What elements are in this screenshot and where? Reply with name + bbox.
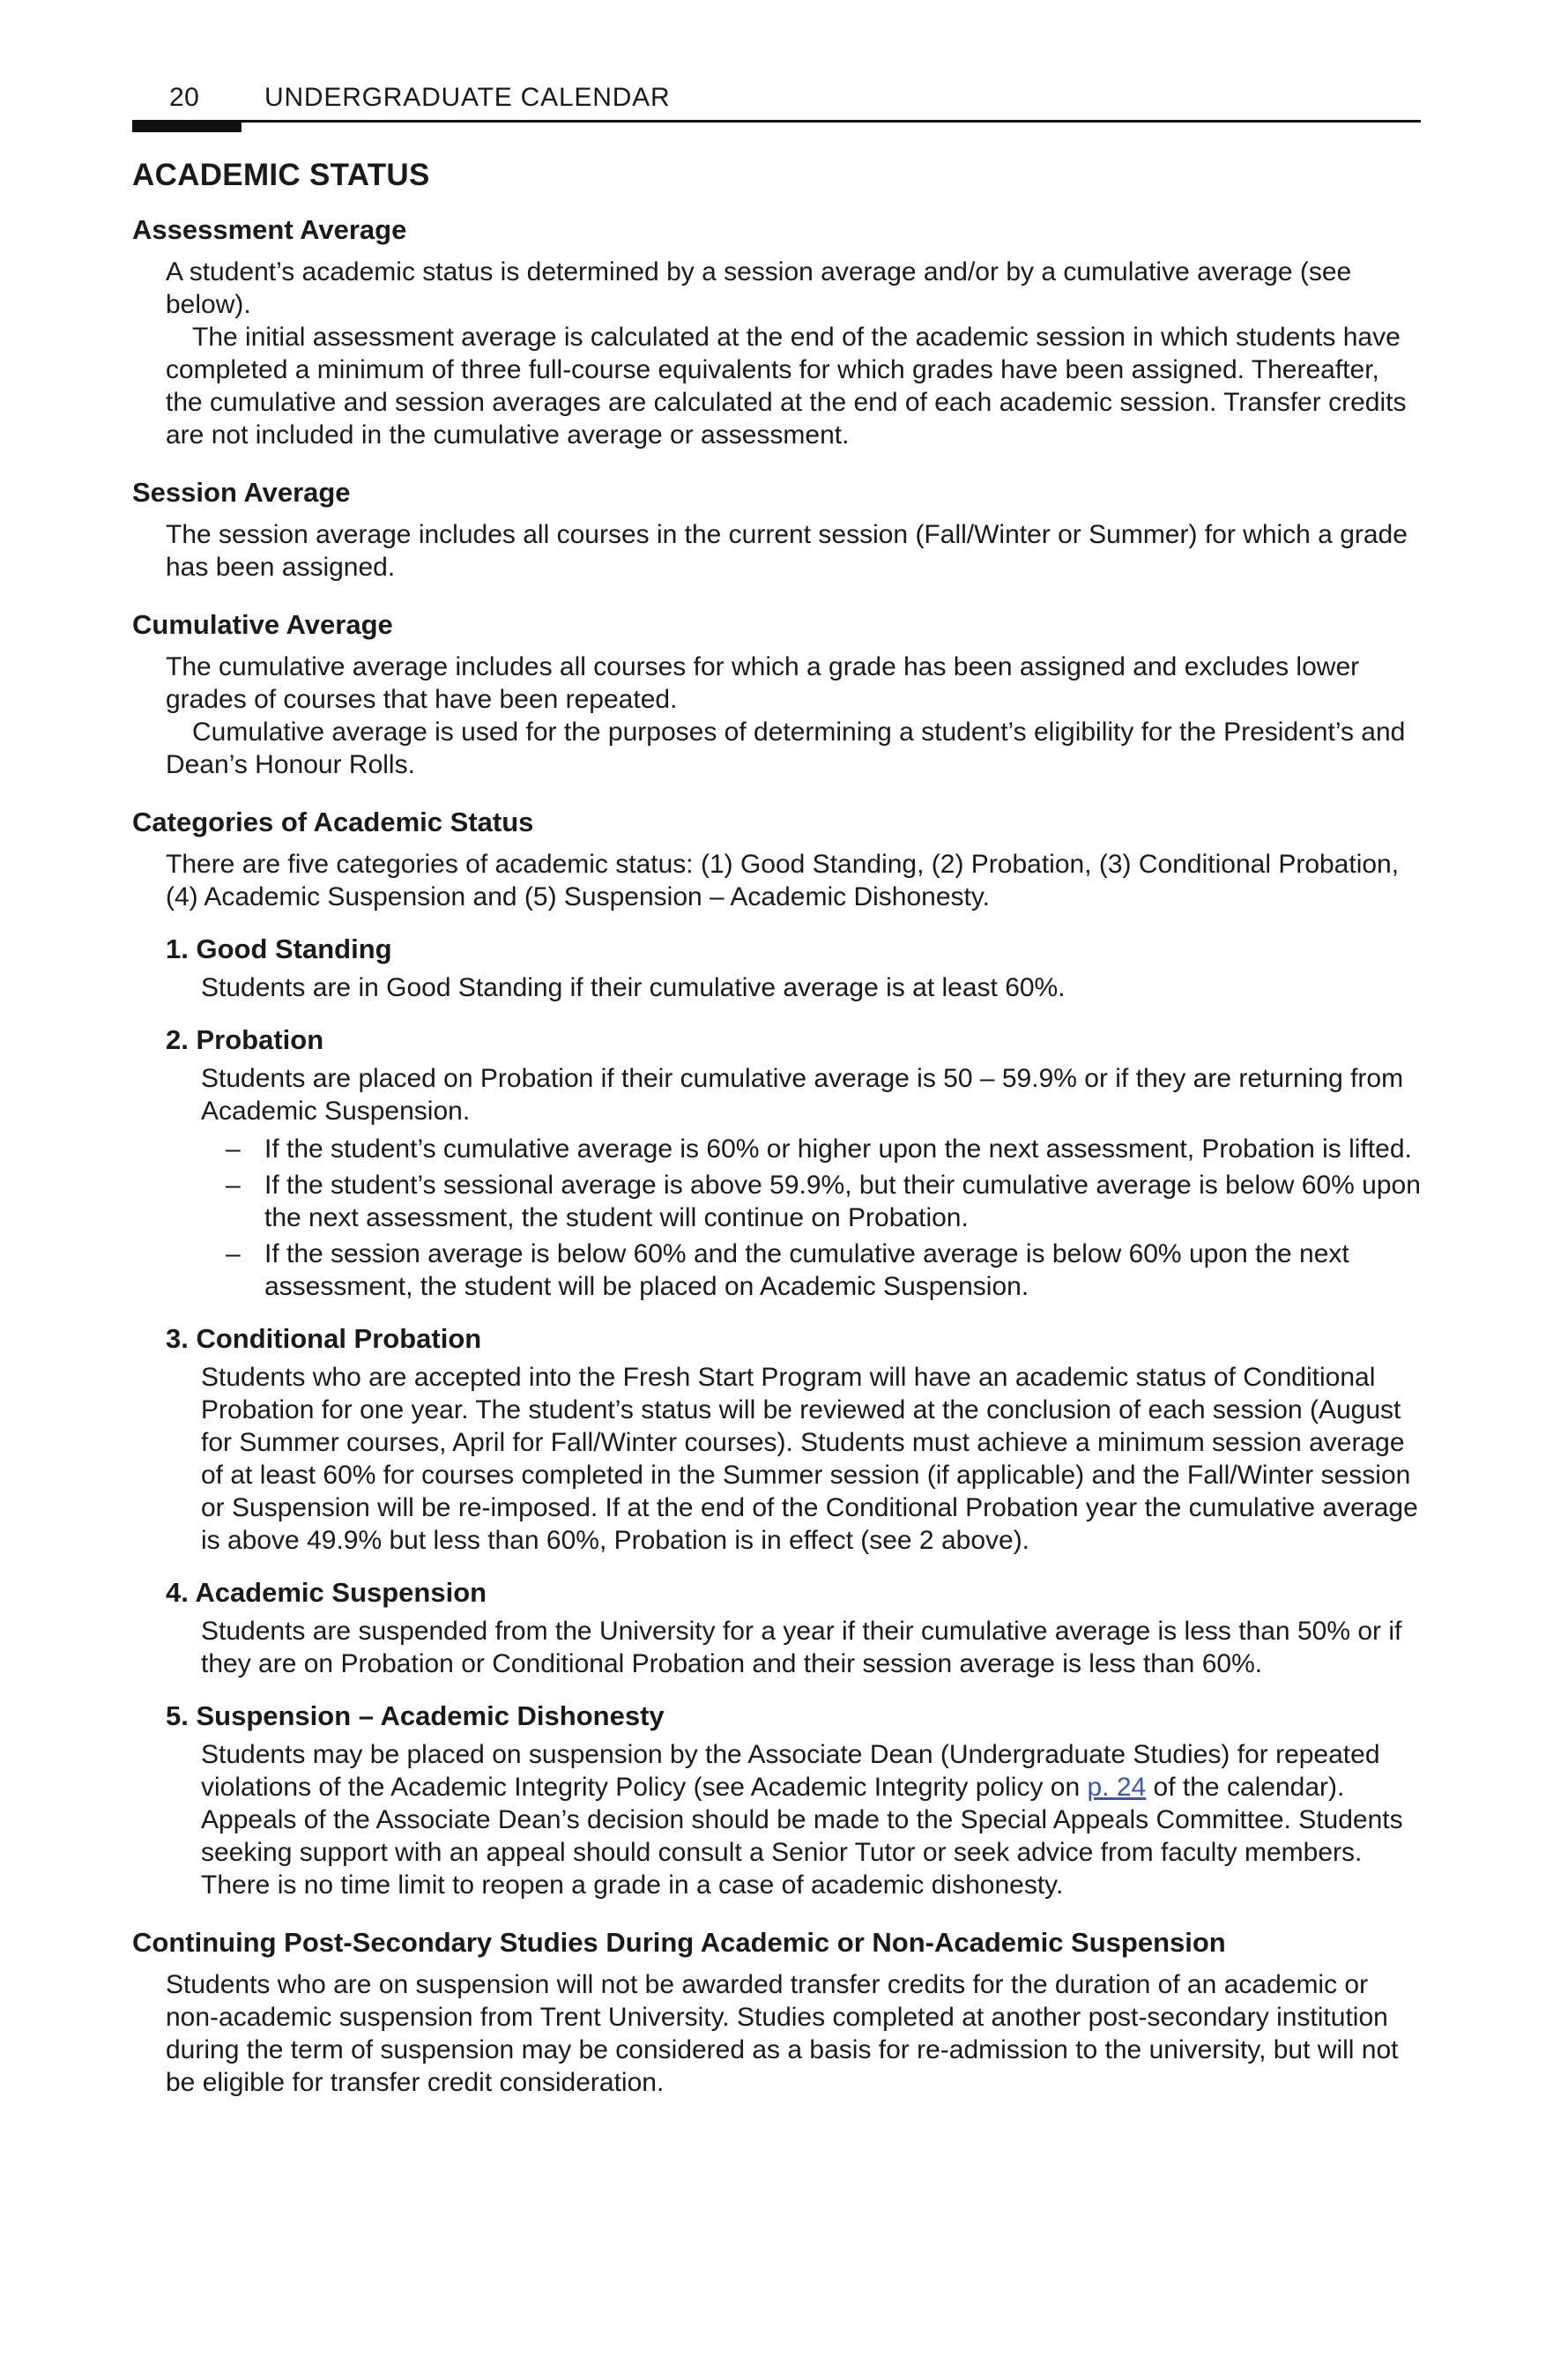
categories-section xyxy=(132,806,1421,1901)
cumulative-paragraph-1: The cumulative average includes all courses for which a grade has been assigned and excludes lower grades of courses that have been repeated. xyxy=(166,652,1360,714)
probation-category xyxy=(166,1023,1421,1303)
conditional-probation-heading: 3. Conditional Probation xyxy=(166,1323,482,1354)
probation-condition-text: If the student’s cumulative average is 60% or higher upon the next assessment, Probation is lifted. xyxy=(264,1134,1412,1164)
header-rule-block xyxy=(132,120,241,132)
good-standing-body: Students are in Good Standing if their cumulative average is at least 60%. xyxy=(201,973,1066,1002)
academic-dishonesty-category xyxy=(166,1699,1421,1901)
page-content xyxy=(132,157,1421,2123)
academic-suspension-heading: 4. Academic Suspension xyxy=(166,1577,487,1608)
good-standing-category xyxy=(166,933,1421,1004)
section-title: ACADEMIC STATUS xyxy=(132,158,430,192)
assessment-paragraph-2: The initial assessment average is calculated at the end of the academic session in which students have completed a minimum of three full-course equivalents for which grades have been assigned. Thereafter, the cumulative and session averages are calculated at the end of each academic session. Transfer credits are not included in the cumulative average or assessment. xyxy=(166,323,1407,450)
conditional-probation-category xyxy=(166,1322,1421,1557)
categories-heading: Categories of Academic Status xyxy=(132,807,534,837)
cumulative-average-heading: Cumulative Average xyxy=(132,609,393,640)
session-average-section xyxy=(132,476,1421,584)
dishonesty-text-after-link: of the calendar). Appeals of the Associate Dean’s decision should be made to the Special Appeals Committee. Students seeking support with an appeal should consult a Senior Tutor or seek advice from faculty members. There is no time limit to reopen a grade in a case of academic dishonesty. xyxy=(201,1773,1403,1900)
probation-condition-text: If the student’s sessional average is above 59.9%, but their cumulative average is below 60% upon the next assessment, the student will continue on Probation. xyxy=(264,1171,1421,1232)
academic-integrity-page-link[interactable]: p. 24 xyxy=(1087,1773,1147,1802)
conditional-probation-body: Students who are accepted into the Fresh Start Program will have an academic status of Conditional Probation for one year. The student’s status will be reviewed at the conclusion of each session (August for Summer courses, April for Fall/Winter courses). Students must achieve a minimum session average of at least 60% for courses completed in the Summer session (if applicable) and the Fall/Winter session or Suspension will be re-imposed. If at the end of the Conditional Probation year the cumulative average is above 49.9% but less than 60%, Probation is in effect (see 2 above). xyxy=(201,1363,1418,1555)
academic-suspension-category xyxy=(166,1576,1421,1680)
academic-suspension-body: Students are suspended from the University for a year if their cumulative average is less than 50% or if they are on Probation or Conditional Probation and their session average is less than 60%. xyxy=(201,1617,1402,1678)
continuing-studies-heading: Continuing Post-Secondary Studies During Academic or Non-Academic Suspension xyxy=(132,1927,1226,1958)
dash-bullet: – xyxy=(226,1171,241,1200)
assessment-average-section xyxy=(132,213,1421,451)
probation-body: Students are placed on Probation if their cumulative average is 50 – 59.9% or if they are returning from Academic Suspension. xyxy=(201,1064,1404,1126)
page-number: 20 xyxy=(169,83,200,112)
running-title: UNDERGRADUATE CALENDAR xyxy=(264,83,671,112)
dash-bullet: – xyxy=(226,1239,241,1268)
cumulative-average-section xyxy=(132,608,1421,781)
continuing-studies-section xyxy=(132,1926,1421,2099)
list-item xyxy=(201,1133,1421,1165)
list-item xyxy=(201,1169,1421,1234)
probation-heading: 2. Probation xyxy=(166,1024,324,1055)
list-item xyxy=(201,1238,1421,1303)
probation-condition-text: If the session average is below 60% and the cumulative average is below 60% upon the next assessment, the student will be placed on Academic Suspension. xyxy=(264,1239,1349,1301)
dishonesty-text-before-link: Students may be placed on suspension by the Associate Dean (Undergraduate Studies) for repeated violations of the Academic Integrity Policy (see Academic Integrity policy on xyxy=(201,1740,1380,1802)
dash-bullet: – xyxy=(226,1134,241,1164)
academic-dishonesty-heading: 5. Suspension – Academic Dishonesty xyxy=(166,1700,665,1731)
assessment-paragraph-1: A student’s academic status is determined by a session average and/or by a cumulative average (see below). xyxy=(166,257,1352,319)
categories-intro: There are five categories of academic status: (1) Good Standing, (2) Probation, (3) Conditional Probation, (4) Academic Suspension and (5) Suspension – Academic Dishonesty. xyxy=(166,850,1400,911)
assessment-average-heading: Assessment Average xyxy=(132,214,407,245)
header-rule xyxy=(132,120,1421,123)
cumulative-paragraph-2: Cumulative average is used for the purposes of determining a student’s eligibility for the President’s and Dean’s Honour Rolls. xyxy=(166,718,1406,779)
session-paragraph-1: The session average includes all courses in the current session (Fall/Winter or Summer) for which a grade has been assigned. xyxy=(166,520,1408,582)
academic-dishonesty-body xyxy=(201,1738,1421,1901)
probation-conditions-list xyxy=(201,1133,1421,1303)
good-standing-heading: 1. Good Standing xyxy=(166,933,392,964)
session-average-heading: Session Average xyxy=(132,477,351,508)
continuing-studies-paragraph: Students who are on suspension will not be awarded transfer credits for the duration of an academic or non-academic suspension from Trent University. Studies completed at another post-secondary institution during the term of suspension may be considered as a basis for re-admission to the university, but will not be eligible for transfer credit consideration. xyxy=(166,1970,1399,2097)
running-header xyxy=(132,83,1421,123)
